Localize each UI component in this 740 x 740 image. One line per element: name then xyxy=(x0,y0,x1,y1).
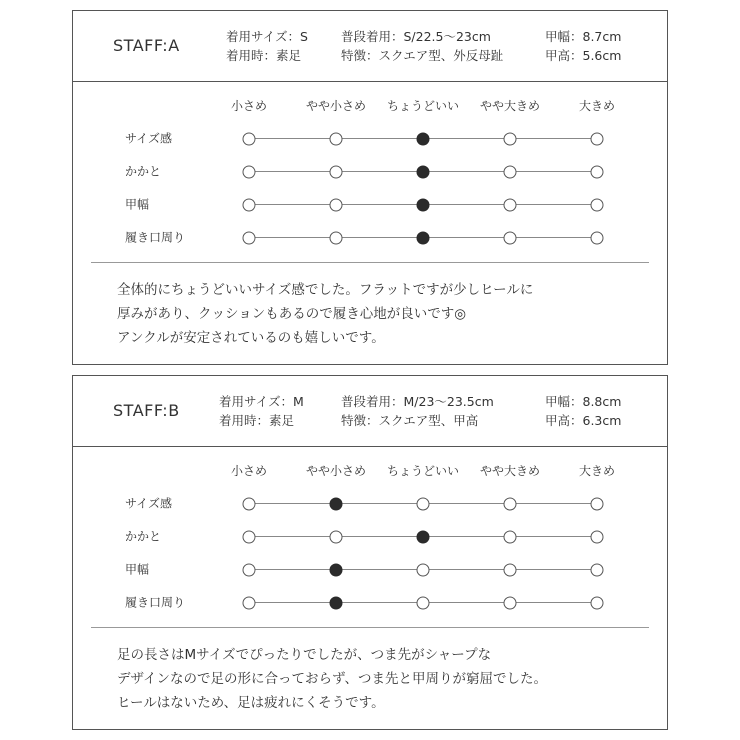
staff-comment xyxy=(117,278,533,350)
selected-dot xyxy=(417,231,430,244)
foot-features: 特徴：スクエア型、甲高 xyxy=(341,413,479,428)
fit-rating-grid xyxy=(73,447,667,627)
divider xyxy=(91,627,649,628)
row-label: サイズ感 xyxy=(125,131,173,146)
staff-card-a xyxy=(72,10,668,365)
scale-dot xyxy=(504,497,517,510)
worn-with: 着用時：素足 xyxy=(226,48,302,63)
scale-dot xyxy=(591,497,604,510)
row-label: 履き口周り xyxy=(125,595,186,610)
scale-dot xyxy=(330,530,343,543)
column-header: ちょうどいい xyxy=(386,99,460,113)
comment-line: 全体的にちょうどいいサイズ感でした。フラットですが少しヒールに xyxy=(117,282,534,298)
scale-dot xyxy=(330,165,343,178)
worn-with: 着用時：素足 xyxy=(219,413,295,428)
scale-dot xyxy=(243,198,256,211)
usual-size: 普段着用：M/23～23.5cm xyxy=(341,394,494,409)
foot-height: 甲高：5.6cm xyxy=(545,48,622,63)
scale-dot xyxy=(504,132,517,145)
scale-dot xyxy=(417,497,430,510)
column-header: やや大きめ xyxy=(479,99,541,113)
scale-dot xyxy=(504,231,517,244)
column-header: やや大きめ xyxy=(479,464,541,478)
scale-dot xyxy=(417,596,430,609)
column-header: 大きめ xyxy=(578,99,616,113)
row-label: 甲幅 xyxy=(125,562,150,577)
scale-dot xyxy=(243,231,256,244)
scale-dot xyxy=(591,563,604,576)
foot-features: 特徴：スクエア型、外反母趾 xyxy=(341,48,504,63)
staff-header xyxy=(73,11,667,82)
foot-height: 甲高：6.3cm xyxy=(545,413,622,428)
scale-dot xyxy=(591,530,604,543)
selected-dot xyxy=(417,165,430,178)
scale-dot xyxy=(504,530,517,543)
column-header: やや小さめ xyxy=(305,464,367,478)
staff-name: STAFF:B xyxy=(113,401,180,420)
staff-card-b xyxy=(72,375,668,730)
scale-dot xyxy=(504,165,517,178)
comment-line: ヒールはないため、足は疲れにくそうです。 xyxy=(117,695,385,711)
comment-line: デザインなので足の形に合っておらず、つま先と甲周りが窮屈でした。 xyxy=(117,671,547,687)
scale-dot xyxy=(330,132,343,145)
column-header: やや小さめ xyxy=(305,99,367,113)
scale-dot xyxy=(330,231,343,244)
scale-dot xyxy=(591,596,604,609)
row-label: 履き口周り xyxy=(125,230,186,245)
scale-dot xyxy=(243,165,256,178)
selected-dot xyxy=(330,563,343,576)
staff-header xyxy=(73,376,667,447)
scale-dot xyxy=(504,563,517,576)
row-label: かかと xyxy=(125,529,162,544)
divider xyxy=(91,262,649,263)
comment-line: 足の長さはMサイズでぴったりでしたが、つま先がシャープな xyxy=(117,647,492,663)
row-label: サイズ感 xyxy=(125,496,173,511)
usual-size: 普段着用：S/22.5～23cm xyxy=(341,29,491,44)
column-header: 大きめ xyxy=(578,464,616,478)
row-label: かかと xyxy=(125,164,162,179)
staff-comment xyxy=(117,643,547,715)
selected-dot xyxy=(417,198,430,211)
foot-width: 甲幅：8.7cm xyxy=(545,29,622,44)
column-header: ちょうどいい xyxy=(386,464,460,478)
fit-rating-grid xyxy=(73,82,667,262)
selected-dot xyxy=(330,497,343,510)
scale-dot xyxy=(591,165,604,178)
size-worn: 着用サイズ：S xyxy=(226,29,308,44)
scale-dot xyxy=(504,596,517,609)
row-label: 甲幅 xyxy=(125,197,150,212)
selected-dot xyxy=(330,596,343,609)
column-header: 小さめ xyxy=(230,99,268,113)
size-worn: 着用サイズ：M xyxy=(219,394,304,409)
scale-dot xyxy=(591,132,604,145)
staff-name: STAFF:A xyxy=(113,36,180,55)
scale-dot xyxy=(417,563,430,576)
scale-dot xyxy=(504,198,517,211)
scale-dot xyxy=(330,198,343,211)
scale-dot xyxy=(591,198,604,211)
scale-dot xyxy=(243,132,256,145)
scale-dot xyxy=(243,563,256,576)
comment-line: アンクルが安定されているのも嬉しいです。 xyxy=(117,330,385,346)
scale-dot xyxy=(591,231,604,244)
foot-width: 甲幅：8.8cm xyxy=(545,394,622,409)
scale-dot xyxy=(243,530,256,543)
scale-dot xyxy=(243,497,256,510)
scale-dot xyxy=(243,596,256,609)
comment-line: 厚みがあり、クッションもあるので履き心地が良いです◎ xyxy=(117,306,467,322)
column-header: 小さめ xyxy=(230,464,268,478)
selected-dot xyxy=(417,530,430,543)
selected-dot xyxy=(417,132,430,145)
